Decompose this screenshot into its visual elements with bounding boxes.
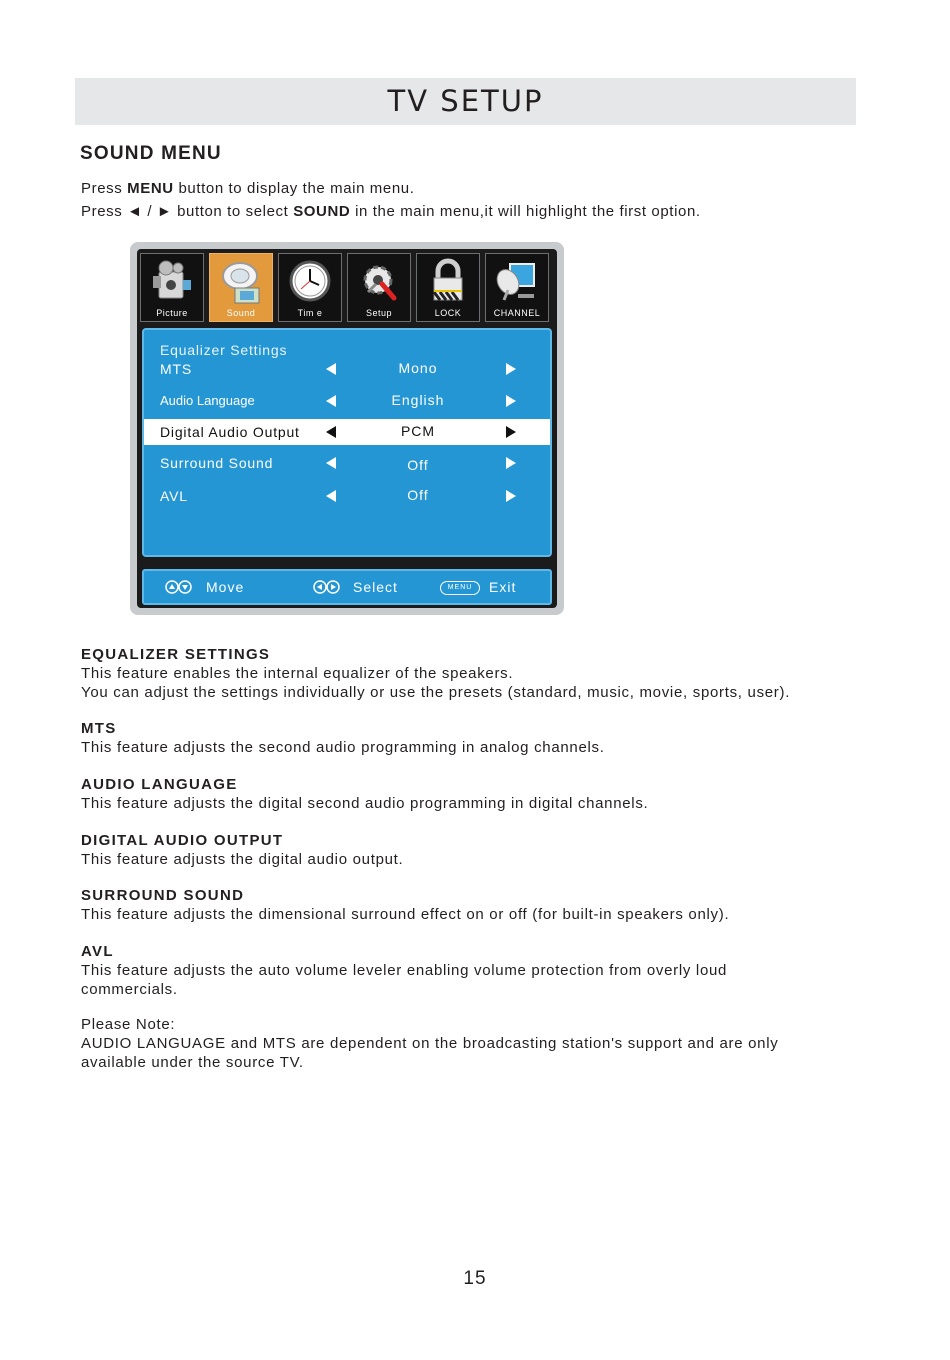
row-label: MTS — [160, 361, 192, 377]
footer-exit-label: Exit — [489, 579, 517, 595]
desc-equalizer-settings — [81, 646, 871, 702]
row-label: Surround Sound — [160, 455, 274, 471]
desc-line: This feature adjusts the digital second audio programming in digital channels. — [81, 795, 649, 812]
row-label: Audio Language — [160, 393, 255, 408]
tv-osd-screenshot — [130, 242, 564, 615]
instruction-line-2: Press ◄ / ► button to select SOUND in the main menu,it will highlight the first option. — [81, 203, 701, 220]
desc-heading: AVL — [81, 943, 114, 960]
speaker-icon — [218, 258, 264, 306]
row-value: Off — [407, 457, 429, 473]
arrow-left-icon[interactable] — [326, 490, 336, 502]
please-note — [81, 1015, 871, 1072]
row-value: English — [391, 392, 445, 408]
menu-row-digital-audio-output[interactable] — [144, 419, 550, 445]
arrow-right-icon[interactable] — [506, 426, 516, 438]
row-value: PCM — [400, 423, 436, 439]
left-right-keys-icon — [313, 580, 341, 594]
arrow-right-icon[interactable] — [506, 457, 516, 469]
header-band — [75, 78, 856, 125]
desc-line: This feature adjusts the auto volume leveler enabling volume protection from overly loud — [81, 962, 728, 979]
padlock-icon — [425, 258, 471, 306]
camera-icon — [149, 258, 195, 306]
desc-digital-audio-output — [81, 832, 871, 869]
footer-select-label: Select — [353, 579, 398, 595]
menu-item-equalizer-settings[interactable]: Equalizer Settings — [160, 342, 288, 358]
desc-heading: SURROUND SOUND — [81, 887, 245, 904]
page-number: 15 — [463, 1268, 487, 1289]
row-value: Mono — [398, 360, 438, 376]
desc-heading: AUDIO LANGUAGE — [81, 776, 238, 793]
arrow-right-icon[interactable] — [506, 363, 516, 375]
desc-line: This feature enables the internal equalizer of the speakers. — [81, 665, 514, 682]
tab-lock-label: LOCK — [434, 308, 462, 318]
arrow-left-icon[interactable] — [326, 457, 336, 469]
up-down-keys-icon — [165, 580, 193, 594]
tab-picture[interactable] — [140, 253, 204, 322]
section-title: SOUND MENU — [80, 143, 222, 164]
satellite-dish-icon — [494, 258, 540, 306]
footer-move-label: Move — [206, 579, 245, 595]
gear-wrench-icon — [356, 258, 402, 306]
arrow-right-icon[interactable] — [506, 490, 516, 502]
desc-surround-sound — [81, 887, 871, 924]
instruction-line-1: Press MENU button to display the main menu. — [81, 180, 415, 197]
tab-sound-label: Sound — [226, 308, 256, 318]
menu-row-surround-sound[interactable] — [144, 450, 550, 476]
desc-line: This feature adjusts the dimensional surround effect on or off (for built-in speakers only). — [81, 906, 730, 923]
tab-channel[interactable] — [485, 253, 549, 322]
row-label: AVL — [160, 488, 188, 504]
arrow-right-icon[interactable] — [506, 395, 516, 407]
note-line: available under the source TV. — [81, 1054, 304, 1071]
desc-line: commercials. — [81, 981, 178, 998]
arrow-left-icon[interactable] — [326, 395, 336, 407]
desc-heading: DIGITAL AUDIO OUTPUT — [81, 832, 284, 849]
tab-time[interactable] — [278, 253, 342, 322]
desc-line: This feature adjusts the second audio programming in analog channels. — [81, 739, 605, 756]
osd-footer-bar — [142, 569, 552, 605]
row-value: Off — [407, 487, 429, 503]
menu-key-badge: MENU — [440, 581, 480, 595]
desc-mts — [81, 720, 871, 757]
clock-icon — [287, 258, 333, 306]
menu-row-audio-language[interactable] — [144, 388, 550, 414]
desc-line: This feature adjusts the digital audio output. — [81, 851, 404, 868]
note-title: Please Note: — [81, 1016, 176, 1033]
desc-line: You can adjust the settings individually or use the presets (standard, music, movie, sports, user). — [81, 684, 791, 701]
arrow-left-icon[interactable] — [326, 363, 336, 375]
tab-setup[interactable] — [347, 253, 411, 322]
note-line: AUDIO LANGUAGE and MTS are dependent on the broadcasting station's support and are only — [81, 1035, 779, 1052]
tab-lock[interactable] — [416, 253, 480, 322]
tab-setup-label: Setup — [365, 308, 393, 318]
osd-screen — [137, 249, 557, 608]
sound-menu-panel — [142, 328, 552, 557]
tab-time-label: Tim e — [297, 308, 323, 318]
menu-row-avl[interactable] — [144, 483, 550, 509]
tab-channel-label: CHANNEL — [493, 308, 541, 318]
tab-sound[interactable] — [209, 253, 273, 322]
desc-heading: MTS — [81, 720, 117, 737]
desc-heading: EQUALIZER SETTINGS — [81, 646, 271, 663]
desc-avl — [81, 943, 871, 999]
menu-row-mts[interactable] — [144, 356, 550, 382]
row-label: Digital Audio Output — [160, 424, 300, 440]
arrow-left-icon[interactable] — [326, 426, 336, 438]
page-title: TV SETUP — [387, 84, 544, 118]
tab-picture-label: Picture — [156, 308, 188, 318]
desc-audio-language — [81, 776, 871, 813]
